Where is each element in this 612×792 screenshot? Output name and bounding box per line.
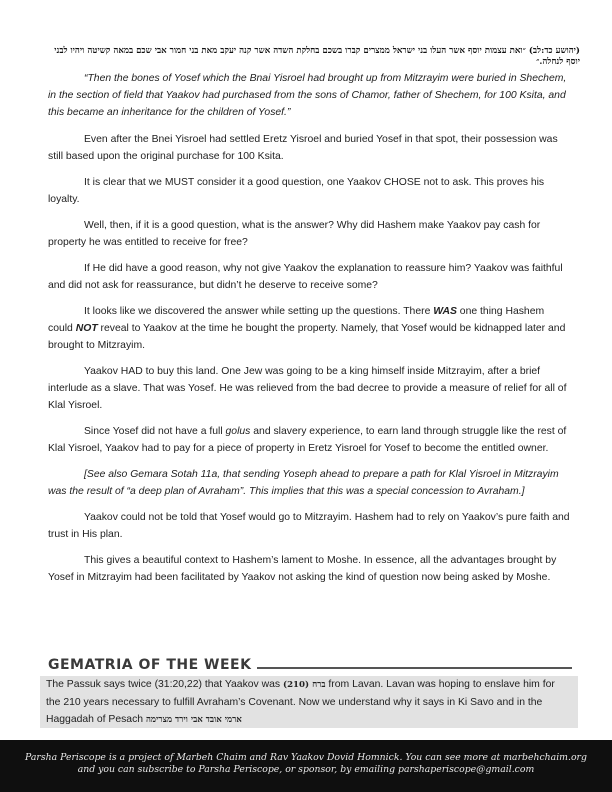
text-run: The Passuk says twice (31:20,22) that Yaakov was (46, 679, 283, 690)
header-rule (257, 667, 572, 669)
footer-line: Parsha Periscope is a project of Marbeh Chaim and Rav Yaakov Dovid Homnick. You can see more at marbehchaim.org (25, 752, 587, 763)
text-run: It looks like we discovered the answer while setting up the questions. There (84, 306, 434, 317)
paragraph: Yaakov could not be told that Yosef would go to Mitzrayim. Hashem had to rely on Yaakov’s pure faith and trust in His plan. (48, 512, 570, 540)
paragraph (48, 423, 570, 457)
text-run: one thing Hashem could (48, 306, 545, 334)
article-body (48, 70, 570, 595)
hebrew-phrase: ארמי אובד אבי וירד מצרימה (145, 715, 242, 725)
paragraph: It is clear that we MUST consider it a good question, one Yaakov CHOSE not to ask. This proves his loyalty. (48, 177, 545, 205)
hebrew-verse-header: (יהושע כד:לב) ״ואת עצמות יוסף אשר העלו בני ישראל ממצרים קברו בשכם בחלקת השדה אשר קנה יעקב מאת בני חמור אבי שכם במאה קשיטה ויהיו לבני יוסף לנחלה.״ (54, 46, 580, 67)
text-run: and slavery experience, to earn land through struggle like the rest of Klal Yisroel, Yaakov had to pay for a piece of property in Eretz Yisroel for Yosef to become the entitled owner. (48, 426, 567, 454)
gematria-title: GEMATRIA OF THE WEEK (48, 657, 252, 673)
paragraph: This gives a beautiful context to Hashem’s lament to Moshe. In essence, all the advantages brought by Yosef in Mitzrayim had been facilitated by Yaakov not asking the kind of question now being asked by Moshe. (48, 555, 557, 583)
paragraph: Yaakov HAD to buy this land. One Jew was going to be a king himself inside Mitzrayim, after a brief interlude as a slave. That was Yosef. He was relieved from the bad decree to provide a measure of relief for all of Klal Yisroel. (48, 366, 567, 411)
paragraph: Well, then, if it is a good question, what is the answer? Why did Hashem make Yaakov pay cash for property he was entitled to receive for free? (48, 220, 541, 248)
paragraph: Even after the Bnei Yisroel had settled Eretz Yisroel and buried Yosef in that spot, their possession was still based upon the original purchase for 100 Ksita. (48, 134, 558, 162)
bracket-note: [See also Gemara Sotah 11a, that sending Yoseph ahead to prepare a path for Klal Yisroel in Mitzrayim was the result of “a deep plan of Avraham”. This implies that this was a special concession to Avraham.] (48, 469, 559, 497)
emphasis: WAS (433, 306, 457, 317)
paragraph: If He did have a good reason, why not give Yaakov the explanation to reassure him? Yaakov was faithful and did not ask for reassurance, but didn’t he deserve to receive some? (48, 263, 563, 291)
hebrew-word: (210) ברח (283, 680, 326, 690)
text-run: from Lavan. Lavan was hoping to enslave him for the 210 years necessary to fulfill Avraham’s Covenant. Now we understand why it says in Ki Savo and in the Haggadah of Pesach (46, 679, 555, 725)
paragraph (48, 303, 570, 354)
text-run: Since Yosef did not have a full (84, 426, 226, 437)
emphasis: golus (225, 426, 251, 437)
footer-line: and you can subscribe to Parsha Periscope, or sponsor, by emailing parshaperiscope@gmail.com (77, 764, 535, 775)
gematria-header (48, 655, 572, 675)
text-run: reveal to Yaakov at the time he bought the property. Namely, that Yosef would be kidnapped later and brought to Mitzrayim. (48, 323, 566, 351)
gematria-box (40, 676, 578, 728)
emphasis: NOT (75, 323, 98, 334)
verse-translation: “Then the bones of Yosef which the Bnai Yisroel had brought up from Mitzrayim were buried in Shechem, in the section of field that Yaakov had purchased from the sons of Chamor, father of Shechem, for 100 Ksita, and this became an inheritance for the children of Yosef.” (48, 73, 567, 118)
footer (0, 740, 612, 792)
